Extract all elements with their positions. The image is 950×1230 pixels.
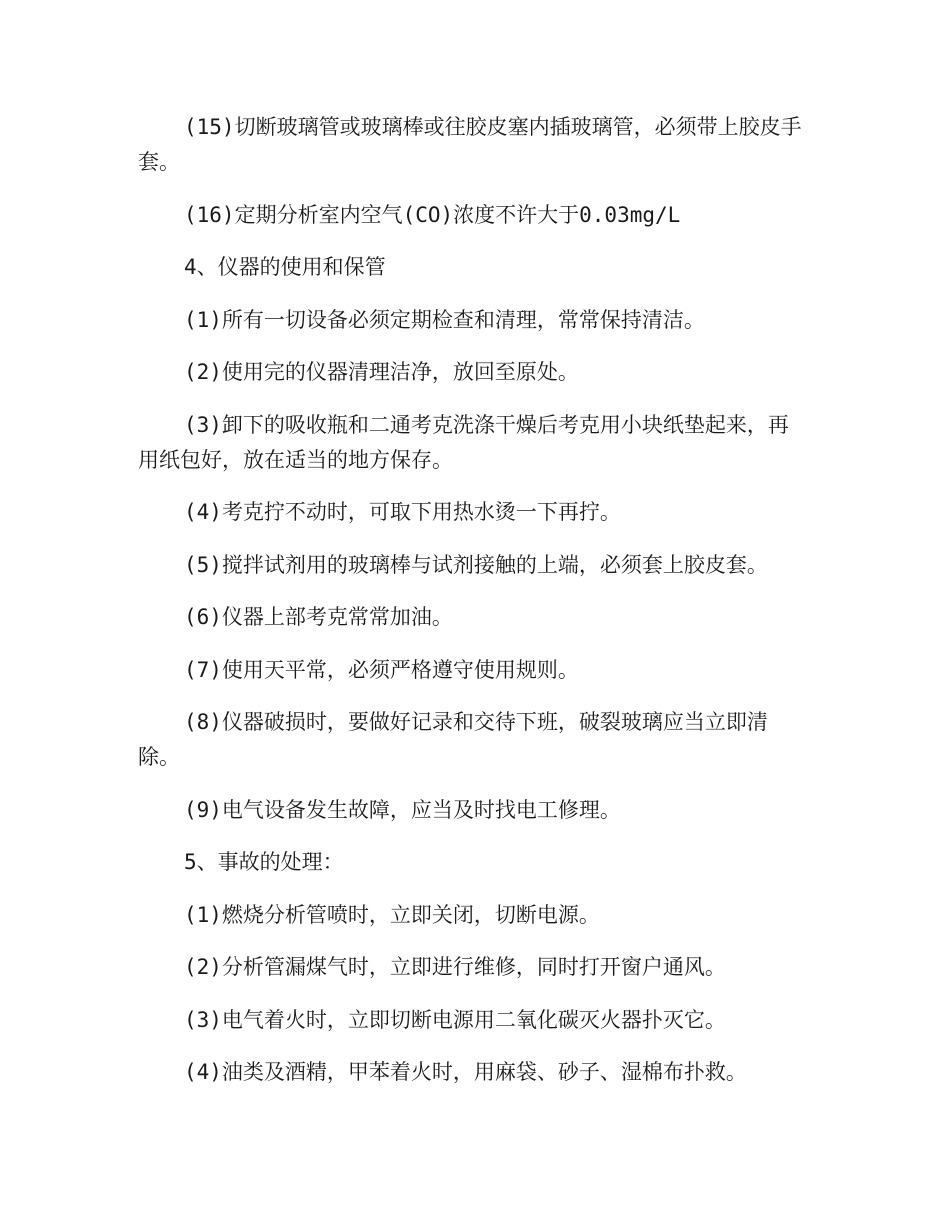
paragraph-4-stuck-stopcock: (4)考克拧不动时，可取下用热水烫一下再拧。: [184, 500, 621, 524]
paragraph-16-co-concentration: (16)定期分析室内空气(CO)浓度不许大于0.03mg/L: [184, 202, 681, 227]
document-body: [138, 110, 808, 1108]
paragraph-2-instrument-cleaning: (2)使用完的仪器清理洁净，放回至原处。: [184, 360, 579, 384]
paragraph-3-absorption-bottle: (3)卸下的吸收瓶和二通考克洗涤干燥后考克用小块纸垫起来，再用纸包好，放在适当的地方保存。: [138, 412, 789, 472]
paragraph-1-combustion-tube: (1)燃烧分析管喷时，立即关闭，切断电源。: [184, 902, 600, 927]
paragraph-5-stirring-rod: (5)搅拌试剂用的玻璃棒与试剂接触的上端，必须套上胶皮套。: [184, 552, 768, 577]
section-heading-instruments: 4、仪器的使用和保管: [184, 255, 386, 279]
paragraph-7-balance-rules: (7)使用天平常，必须严格遵守使用规则。: [184, 657, 579, 682]
paragraph-9-electrical-fault: (9)电气设备发生故障，应当及时找电工修理。: [184, 797, 621, 822]
paragraph-2-gas-leak: (2)分析管漏煤气时，立即进行维修，同时打开窗户通风。: [184, 955, 726, 979]
section-heading-accidents: 5、事故的处理：: [184, 850, 344, 874]
paragraph-6-oiling: (6)仪器上部考克常常加油。: [184, 605, 453, 629]
paragraph-3-electrical-fire: (3)电气着火时，立即切断电源用二氧化碳灭火器扑灭它。: [184, 1007, 726, 1032]
paragraph-4-oil-fire: (4)油类及酒精，甲苯着火时，用麻袋、砂子、湿棉布扑救。: [184, 1060, 747, 1084]
paragraph-15-glass-handling: (15)切断玻璃管或玻璃棒或往胶皮塞内插玻璃管，必须带上胶皮手套。: [138, 115, 802, 174]
paragraph-8-breakage: (8)仪器破损时，要做好记录和交待下班，破裂玻璃应当立即清除。: [138, 710, 768, 769]
paragraph-1-equipment-inspection: (1)所有一切设备必须定期检查和清理，常常保持清洁。: [184, 307, 705, 332]
